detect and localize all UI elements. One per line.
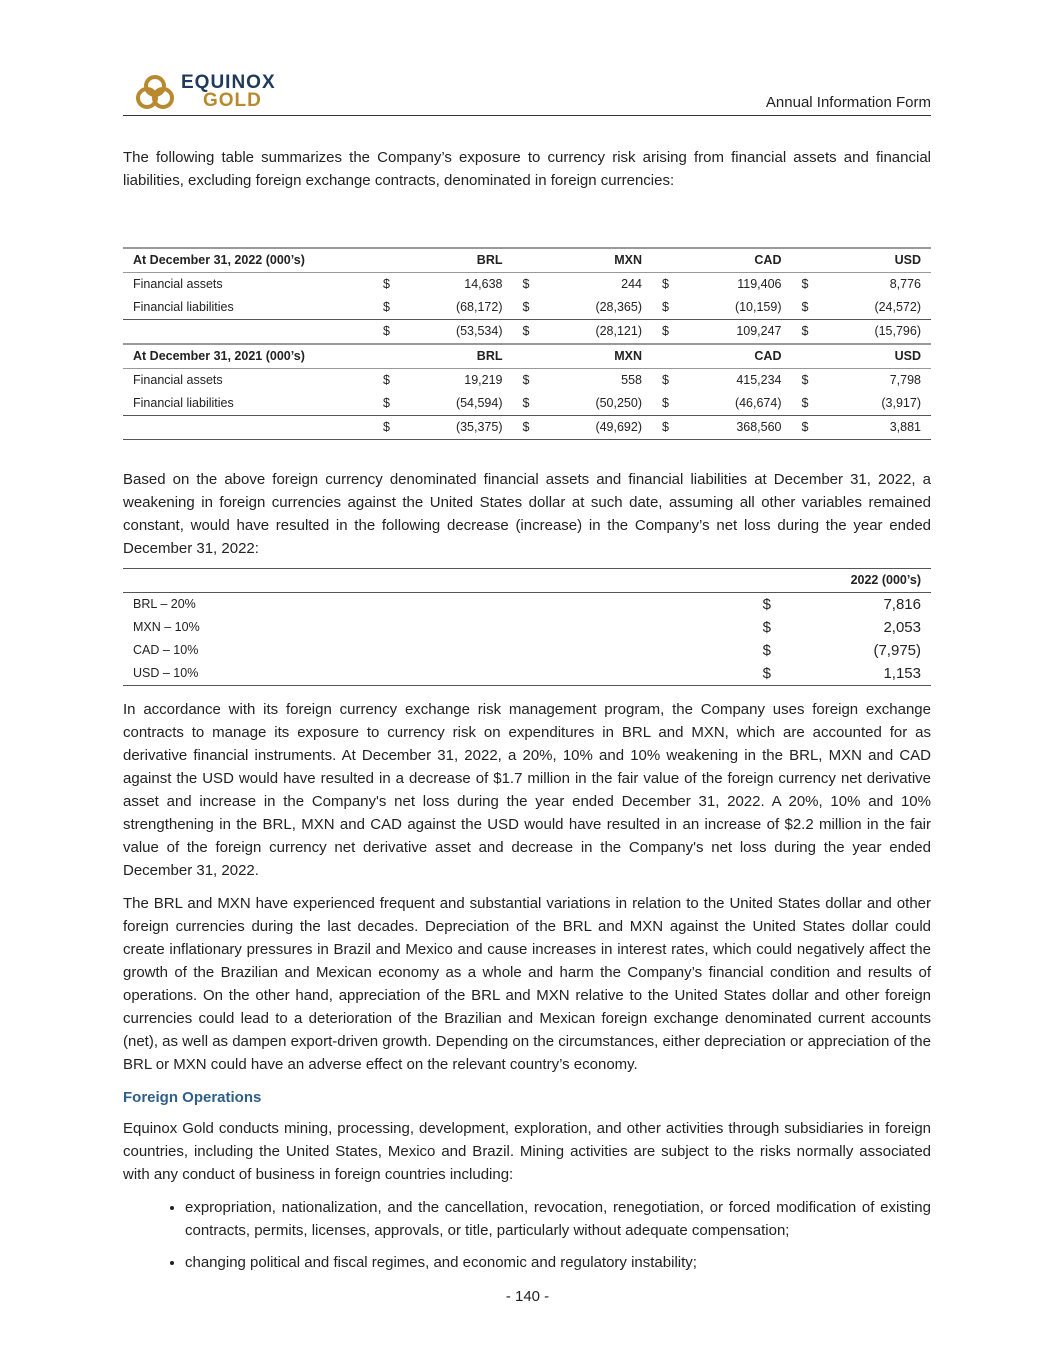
cell-value: (24,572) [874, 300, 921, 314]
currency-header: CAD [682, 344, 792, 369]
table-row [123, 616, 931, 639]
cell-value: 19,219 [464, 373, 503, 387]
table-row [123, 662, 931, 686]
cell-value: 244 [621, 277, 642, 291]
cell-value: (7,975) [873, 642, 921, 659]
currency-symbol: $ [662, 277, 669, 291]
cell-value: 7,798 [889, 373, 921, 387]
currency-symbol: $ [792, 416, 822, 440]
cell-value: 1,153 [781, 662, 931, 686]
currency-symbol: $ [513, 416, 543, 440]
currency-symbol: $ [383, 277, 390, 291]
currency-variation-paragraph: The BRL and MXN have experienced frequent and substantial variations in relation to the United States dollar and other foreign currencies during the last decades. Depreciation of the BRL and MXN against the United States dollar could create inflationary pressures in Brazil and Mexico and cause increases in interest rates, which could negatively affect the growth of the Brazilian and Mexican economy as a whole and harm the Company’s financial condition and results of operations. On the other hand, appreciation of the BRL and MXN relative to the United States dollar and other foreign currencies could lead to a deterioration of the Brazilian and Mexican foreign exchange denominated current accounts (net), as well as dampen export-driven growth. Depending on the circumstances, either depreciation or appreciation of the BRL or MXN could have an adverse effect on the relevant country’s economy. [123, 895, 931, 1073]
section-title: At December 31, 2021 (000’s) [123, 344, 373, 369]
currency-header: CAD [682, 248, 792, 273]
cell-value: (35,375) [403, 416, 513, 440]
cell-value: 7,816 [883, 596, 921, 613]
currency-symbol: $ [662, 396, 669, 410]
row-label: BRL – 20% [133, 597, 196, 611]
row-label: Financial liabilities [133, 300, 234, 314]
list-item: • changing political and fiscal regimes, and economic and regulatory instability; [185, 1251, 931, 1274]
table-row [123, 296, 931, 320]
cell-value: (54,594) [455, 396, 503, 410]
cell-value: 8,776 [889, 277, 921, 291]
currency-symbol: $ [652, 320, 682, 345]
row-label: MXN – 10% [133, 620, 200, 634]
cell-value: (28,365) [595, 300, 642, 314]
currency-symbol: $ [522, 373, 530, 387]
cell-value: 368,560 [682, 416, 792, 440]
row-label: CAD – 10% [133, 643, 199, 657]
table-row [123, 273, 931, 297]
sensitivity-header: 2022 (000’s) [781, 569, 931, 593]
currency-header: BRL [403, 248, 513, 273]
company-logo [133, 72, 276, 112]
currency-symbol: $ [373, 320, 403, 345]
currency-exposure-table [123, 247, 931, 440]
cell-value: 3,881 [822, 416, 932, 440]
document-body [123, 146, 931, 1283]
page-number: - 140 - [505, 1288, 550, 1305]
cell-value: (49,692) [543, 416, 653, 440]
currency-header: MXN [543, 344, 653, 369]
row-label [123, 320, 373, 345]
row-label [123, 416, 373, 440]
currency-header: MXN [543, 248, 653, 273]
currency-symbol: $ [652, 416, 682, 440]
table-row [123, 369, 931, 393]
currency-header: USD [822, 344, 932, 369]
sensitivity-paragraph: Based on the above foreign currency denominated financial assets and financial liabilities at December 31, 2022, a weakening in foreign currencies against the United States dollar at such date, assuming all other variables remained constant, would have resulted in the following decrease (increase) in the Company’s net loss during the year ended December 31, 2022: [123, 471, 931, 557]
currency-symbol: $ [522, 277, 530, 291]
cell-value: 109,247 [682, 320, 792, 345]
table-row [123, 320, 931, 345]
list-item: • expropriation, nationalization, and the cancellation, revocation, renegotiation, or forced modification of existing contracts, permits, licenses, approvals, or title, particularly without adequate compensation; [185, 1196, 931, 1242]
row-label: Financial liabilities [133, 396, 234, 410]
cell-value: (15,796) [822, 320, 932, 345]
table-row [123, 639, 931, 662]
currency-symbol: $ [741, 662, 781, 686]
cell-value: (50,250) [595, 396, 642, 410]
logo-knot-icon [133, 72, 177, 112]
currency-symbol: $ [792, 320, 822, 345]
section-title: At December 31, 2022 (000’s) [123, 248, 373, 273]
currency-symbol: $ [801, 300, 809, 314]
currency-header: BRL [403, 344, 513, 369]
table-row [123, 392, 931, 416]
risk-list [123, 1196, 931, 1274]
table-header-row [123, 344, 931, 369]
cell-value: (46,674) [734, 396, 782, 410]
cell-value: 119,406 [737, 277, 782, 291]
table-header-row [123, 248, 931, 273]
currency-symbol: $ [801, 373, 809, 387]
currency-symbol: $ [373, 416, 403, 440]
cell-value: (53,534) [403, 320, 513, 345]
table-row [123, 416, 931, 440]
cell-value: 2,053 [883, 619, 921, 636]
foreign-operations-paragraph: Equinox Gold conducts mining, processing, development, exploration, and other activities through subsidiaries in foreign countries, including the United States, Mexico and Brazil. Mining activities are subject to the risks normally associated with any conduct of business in foreign countries including: [123, 1120, 931, 1183]
cell-value: 558 [621, 373, 642, 387]
document-title: Annual Information Form [765, 94, 931, 111]
row-label: USD – 10% [123, 662, 741, 686]
derivative-paragraph: In accordance with its foreign currency exchange risk management program, the Company uses foreign exchange contracts to manage its exposure to currency risk on expenditures in BRL and MXN, which are accounted for as derivative financial instruments. At December 31, 2022, a 20%, 10% and 10% weakening in the BRL, MXN and CAD against the USD would have resulted in a decrease of $1.7 million in the fair value of the foreign currency net derivative asset and increase in the Company's net loss during the year ended December 31, 2022. A 20%, 10% and 10% strengthening in the BRL, MXN and CAD against the USD would have resulted in an increase of $2.2 million in the fair value of the foreign currency net derivative asset and decrease in the Company's net loss during the year ended December 31, 2022. [123, 701, 931, 879]
page-header [123, 70, 931, 116]
currency-symbol: $ [662, 373, 669, 387]
currency-symbol: $ [383, 300, 390, 314]
currency-symbol: $ [383, 396, 390, 410]
logo-text-gold: GOLD [203, 90, 262, 111]
currency-symbol: $ [383, 373, 390, 387]
currency-symbol: $ [801, 396, 809, 410]
currency-symbol: $ [801, 277, 809, 291]
currency-symbol: $ [522, 396, 530, 410]
cell-value: 14,638 [464, 277, 503, 291]
table-row [123, 593, 931, 617]
intro-paragraph: The following table summarizes the Company’s exposure to currency risk arising from financial assets and financial liabilities, excluding foreign exchange contracts, denominated in foreign currencies: [123, 149, 931, 189]
currency-symbol: $ [522, 300, 530, 314]
currency-header: USD [822, 248, 932, 273]
currency-symbol: $ [762, 596, 771, 613]
currency-symbol: $ [513, 320, 543, 345]
row-label: Financial assets [133, 373, 223, 387]
cell-value: (3,917) [881, 396, 921, 410]
currency-symbol: $ [662, 300, 669, 314]
cell-value: 415,234 [736, 373, 782, 387]
cell-value: (28,121) [543, 320, 653, 345]
cell-value: (68,172) [455, 300, 503, 314]
currency-symbol: $ [762, 619, 771, 636]
cell-value: (10,159) [734, 300, 782, 314]
section-heading: Foreign Operations [123, 1089, 262, 1106]
logo-text-equinox: EQUINOX [181, 72, 276, 93]
row-label: Financial assets [133, 277, 223, 291]
sensitivity-table [123, 568, 931, 686]
currency-symbol: $ [762, 642, 771, 659]
